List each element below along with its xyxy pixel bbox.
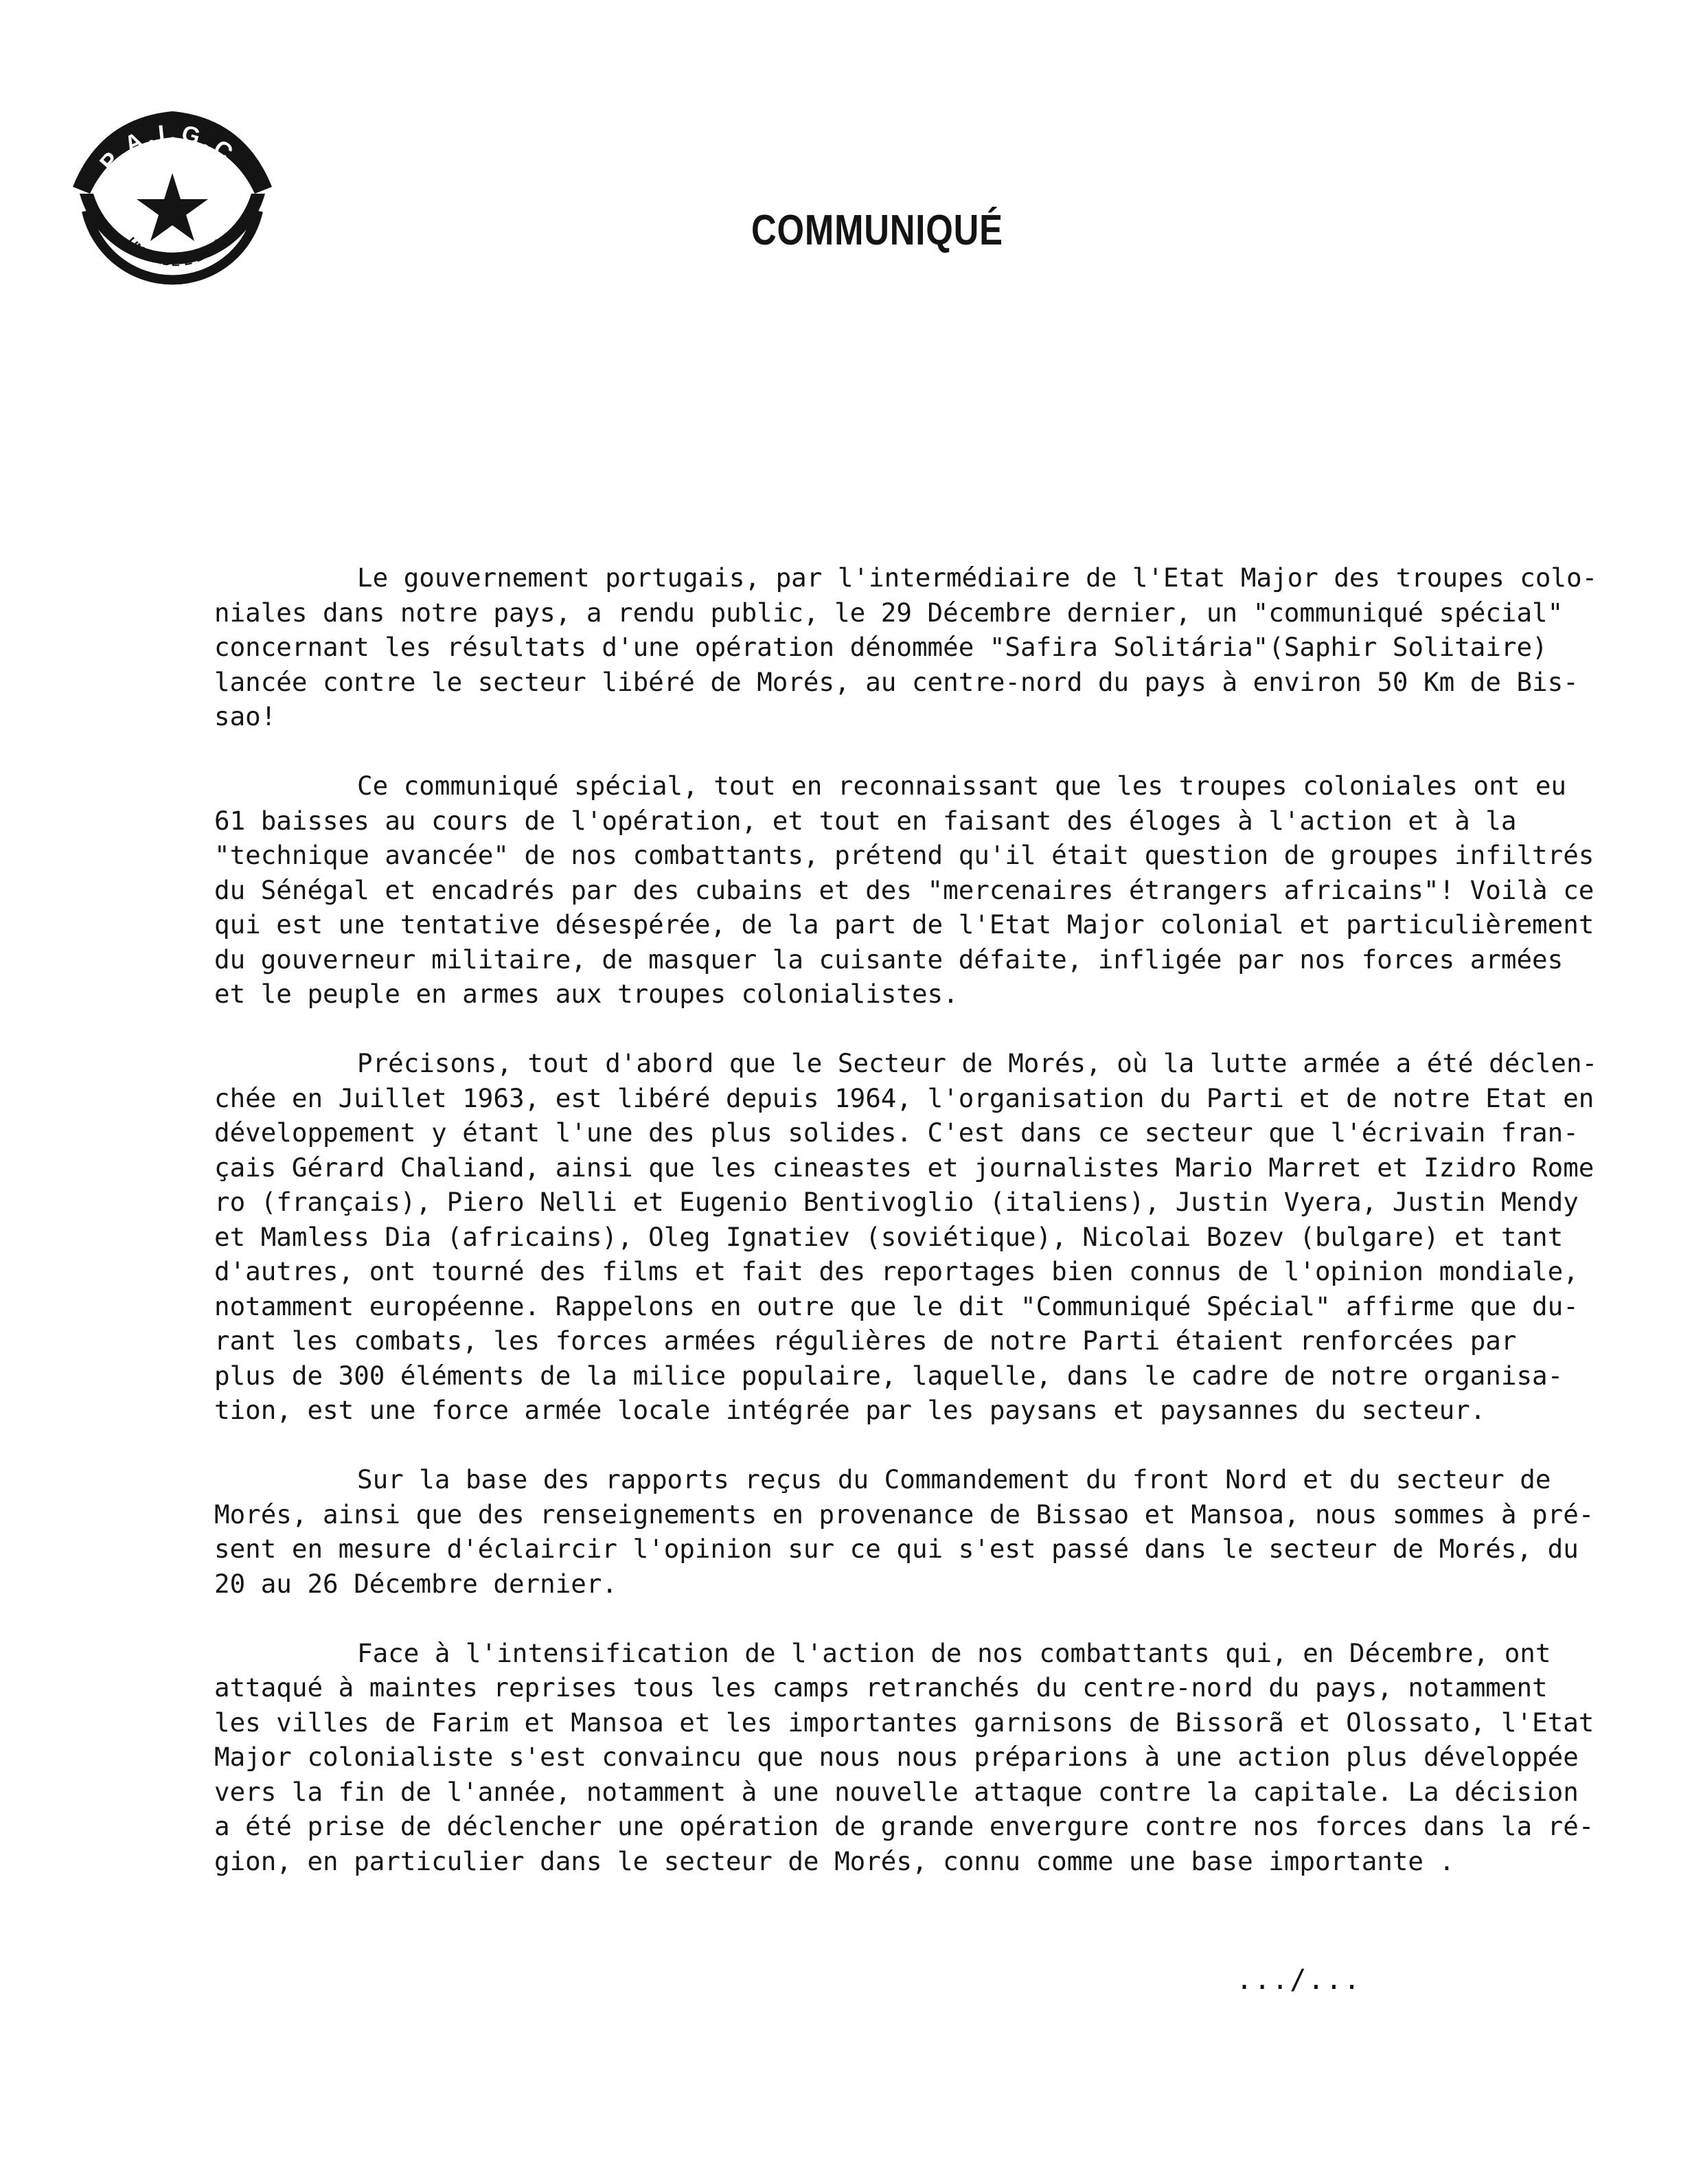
text-line: du gouverneur militaire, de masquer la cuisante défaite, infligée par nos forces armées: [214, 944, 1564, 975]
text-line: lancée contre le secteur libéré de Morés, au centre-nord du pays à environ 50 Km de Bis-: [214, 666, 1579, 697]
paragraph: [214, 1462, 1615, 1601]
text-line: Face à l'intensification de l'action de nos combattants qui, en Décembre, ont: [357, 1637, 1551, 1668]
text-line: Le gouvernement portugais, par l'intermédiaire de l'Etat Major des troupes colo-: [357, 562, 1598, 593]
text-line: les villes de Farim et Mansoa et les importantes garnisons de Bissorã et Olossato, l'Etat: [214, 1707, 1594, 1738]
paragraph: [214, 769, 1615, 1012]
paragraph: [214, 1636, 1615, 1879]
text-line: plus de 300 éléments de la milice populaire, laquelle, dans le cadre de notre organisa-: [214, 1360, 1564, 1391]
text-line: et le peuple en armes aux troupes colonialistes.: [214, 979, 959, 1009]
text-line: d'autres, ont tourné des films et fait des reportages bien connus de l'opinion mondiale,: [214, 1256, 1579, 1286]
text-line: sao!: [214, 701, 277, 731]
text-line: concernant les résultats d'une opération dénommée "Safira Solitária"(Saphir Solitaire): [214, 632, 1548, 662]
text-line: développement y étant l'une des plus solides. C'est dans ce secteur que l'écrivain fran-: [214, 1117, 1579, 1148]
text-line: a été prise de déclencher une opération de grande envergure contre nos forces dans la ré-: [214, 1811, 1594, 1841]
text-line: attaqué à maintes reprises tous les camps retranchés du centre-nord du pays, notamment: [214, 1672, 1548, 1703]
text-line: "technique avancée" de nos combattants, prétend qu'il était question de groupes infiltrés: [214, 840, 1594, 870]
svg-text:UNIDADE E LUTA: [124, 235, 227, 269]
text-line: vers la fin de l'année, notamment à une nouvelle attaque contre la capitale. La décision: [214, 1776, 1579, 1807]
paigc-logo: [59, 91, 286, 317]
logo-motto: UNIDADE E LUTA: [124, 234, 227, 269]
text-line: Morés, ainsi que des renseignements en provenance de Bissao et Mansoa, nous sommes à pré-: [214, 1499, 1594, 1529]
text-line: tion, est une force armée locale intégrée par les paysans et paysannes du secteur.: [214, 1395, 1486, 1425]
text-line: niales dans notre pays, a rendu public, le 29 Décembre dernier, un "communiqué spécial": [214, 597, 1564, 628]
text-line: ro (français), Piero Nelli et Eugenio Bentivoglio (italiens), Justin Vyera, Justin Mendy: [214, 1187, 1579, 1217]
text-line: chée en Juillet 1963, est libéré depuis 1964, l'organisation du Parti et de notre Etat en: [214, 1082, 1594, 1113]
text-line: notamment européenne. Rappelons en outre que le dit "Communiqué Spécial" affirme que du-: [214, 1290, 1579, 1321]
text-line: 20 au 26 Décembre dernier.: [214, 1568, 617, 1599]
paragraph: [214, 560, 1615, 734]
text-line: 61 baisses au cours de l'opération, et tout en faisant des éloges à l'action et à la: [214, 805, 1517, 836]
text-line: Ce communiqué spécial, tout en reconnaissant que les troupes coloniales ont eu: [357, 771, 1566, 801]
text-line: Sur la base des rapports reçus du Commandement du front Nord et du secteur de: [357, 1464, 1551, 1494]
paigc-emblem: [59, 91, 286, 317]
logo-arc-text: P.A.I.G.C.: [94, 120, 251, 177]
star-icon: [137, 173, 208, 241]
text-line: Major colonialiste s'est convaincu que nous nous préparions à une action plus développée: [214, 1742, 1579, 1772]
page-title: COMMUNIQUÉ: [751, 207, 1003, 254]
communique-body: [214, 560, 1615, 1913]
text-line: gion, en particulier dans le secteur de Morés, connu comme une base importante .: [214, 1845, 1455, 1876]
continuation-mark: .../...: [1236, 1964, 1362, 1996]
text-line: Précisons, tout d'abord que le Secteur de Morés, où la lutte armée a été déclen-: [357, 1048, 1598, 1078]
text-line: sent en mesure d'éclaircir l'opinion sur ce qui s'est passé dans le secteur de Morés, du: [214, 1534, 1579, 1564]
text-line: rant les combats, les forces armées régulières de notre Parti étaient renforcées par: [214, 1326, 1517, 1356]
text-line: du Sénégal et encadrés par des cubains et des "mercenaires étrangers africains"! Voilà ce: [214, 874, 1594, 905]
svg-text:P.A.I.G.C.: [95, 120, 251, 177]
text-line: çais Gérard Chaliand, ainsi que les cineastes et journalistes Mario Marret et Izidro Rome: [214, 1152, 1594, 1183]
text-line: qui est une tentative désespérée, de la part de l'Etat Major colonial et particulièrement: [214, 909, 1594, 940]
paragraph: [214, 1046, 1615, 1428]
text-line: et Mamless Dia (africains), Oleg Ignatiev (soviétique), Nicolai Bozev (bulgare) et tant: [214, 1221, 1564, 1252]
